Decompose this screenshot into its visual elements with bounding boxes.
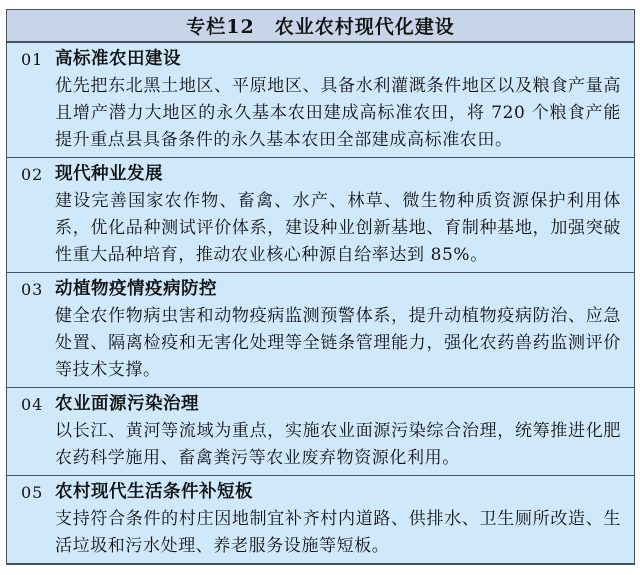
item-title: 高标准农田建设 [55, 49, 181, 69]
item-content [55, 479, 621, 560]
item-body-text: 以长江、黄河等流域为重点，实施农业面源污染综合治理，统筹推进化肥农药科学施用、畜禽粪污等农业废弃物资源化利用。 [55, 421, 621, 468]
item-number: 02 [21, 165, 44, 184]
item-row-02 [7, 157, 634, 272]
item-title: 现代种业发展 [55, 164, 163, 184]
item-row-01 [7, 43, 634, 157]
item-row-04 [7, 387, 634, 475]
item-number: 03 [21, 280, 44, 299]
item-content [55, 276, 621, 384]
panel-title: 专栏12 农业农村现代化建设 [7, 10, 634, 43]
item-title: 农业面源污染治理 [55, 394, 199, 414]
item-content [55, 391, 621, 472]
item-body-text: 支持符合条件的村庄因地制宜补齐村内道路、供排水、卫生厕所改造、生活垃圾和污水处理、养老服务设施等短板。 [55, 509, 621, 556]
item-number: 05 [21, 483, 44, 502]
item-body-text: 优先把东北黑土地区、平原地区、具备水利灌溉条件地区以及粮食产量高且增产潜力大地区的永久基本农田建成高标准农田，将 720 个粮食产能提升重点县具备条件的永久基本农田全部建成高标准农田。 [55, 76, 621, 150]
item-number: 04 [21, 395, 44, 414]
item-body-text: 健全农作物病虫害和动物疫病监测预警体系，提升动植物疫病防治、应急处置、隔离检疫和无害化处理等全链条管理能力，强化农药兽药监测评价等技术支撑。 [55, 306, 621, 380]
panel-body [7, 43, 634, 563]
item-row-05 [7, 475, 634, 563]
item-title: 农村现代生活条件补短板 [55, 482, 253, 502]
item-title: 动植物疫情疫病防控 [55, 279, 217, 299]
item-body-text: 建设完善国家农作物、畜禽、水产、林草、微生物种质资源保护利用体系，优化品种测试评价体系，建设种业创新基地、育制种基地，加强突破性重大品种培育，推动农业核心种源自给率达到 85%。 [55, 191, 621, 265]
column-box-12 [6, 9, 635, 565]
item-row-03 [7, 272, 634, 387]
item-number: 01 [21, 50, 44, 69]
item-content [55, 161, 621, 269]
item-content [55, 46, 621, 154]
